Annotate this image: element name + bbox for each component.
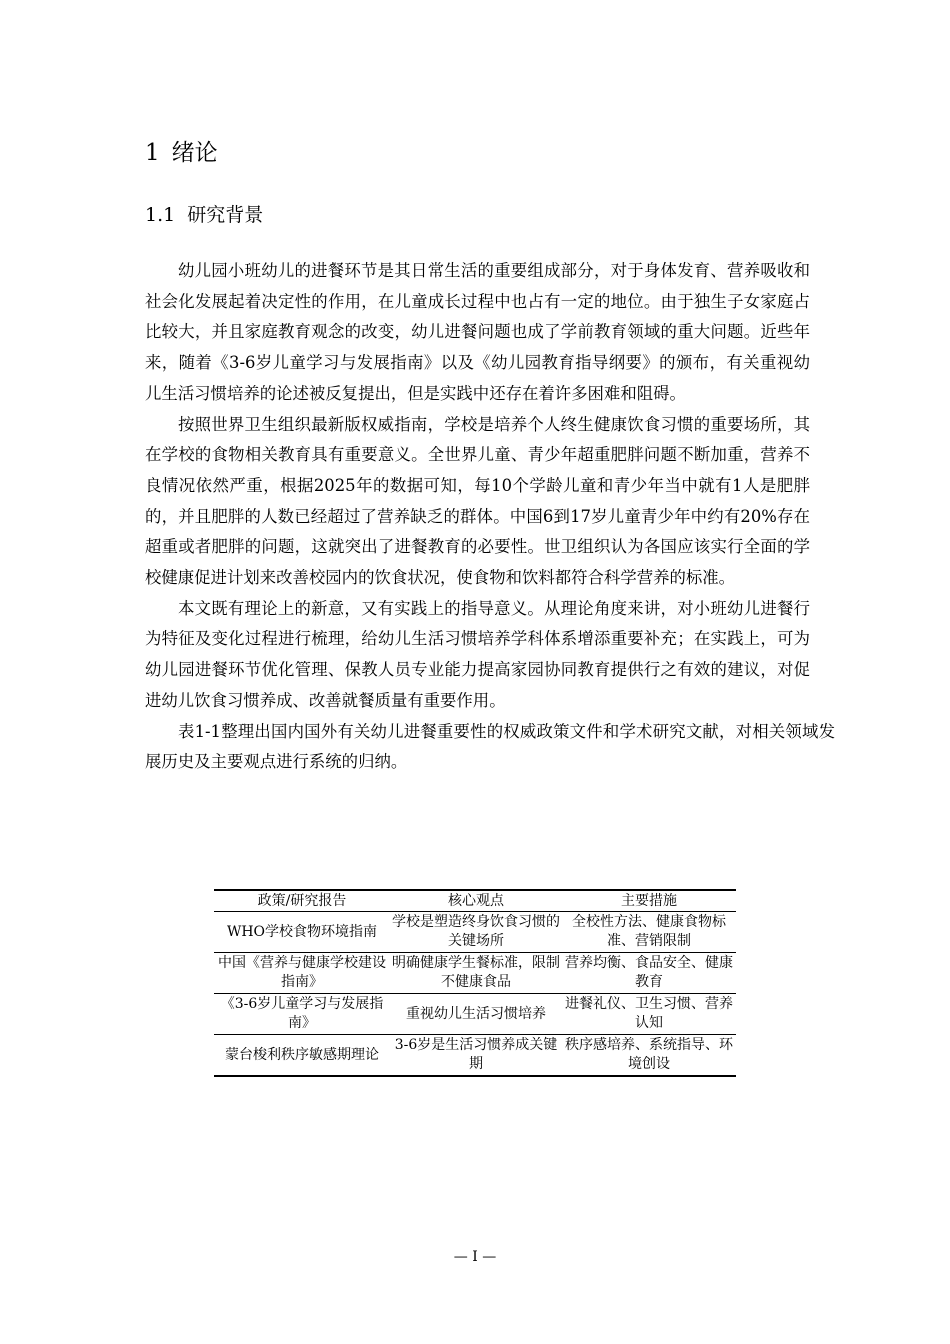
table-cell: 蒙台梭利秩序敏感期理论 <box>214 1035 390 1077</box>
table-cell: 中国《营养与健康学校建设指南》 <box>214 953 390 994</box>
table-row <box>214 1035 736 1077</box>
section-title-text: 研究背景 <box>187 204 264 226</box>
table-header-cell: 核心观点 <box>390 890 562 912</box>
section-number: 1.1 <box>145 204 176 226</box>
policy-table <box>214 889 736 1077</box>
table-cell: 明确健康学生餐标准，限制不健康食品 <box>390 953 562 994</box>
table-cell: 《3-6岁儿童学习与发展指南》 <box>214 994 390 1035</box>
paragraph: 表1-1整理出国内国外有关幼儿进餐重要性的权威政策文件和学术研究文献，对相关领域发展历史及主要观点进行系统的归纳。 <box>145 721 835 772</box>
table-cell: 学校是塑造终身饮食习惯的关键场所 <box>390 912 562 953</box>
table-cell: 营养均衡、食品安全、健康教育 <box>562 953 736 994</box>
paragraph: 幼儿园小班幼儿的进餐环节是其日常生活的重要组成部分，对于身体发育、营养吸收和社会化发展起着决定性的作用，在儿童成长过程中也占有一定的地位。由于独生子女家庭占比较大，并且家庭教育观念的改变，幼儿进餐问题也成了学前教育领域的重大问题。近些年来，随着《3-6岁儿童学习与发展指南》以及《幼儿园教育指导纲要》的颁布，有关重视幼儿生活习惯培养的论述被反复提出，但是实践中还存在着许多困难和阻碍。 <box>145 261 810 403</box>
table-header-row <box>214 890 736 912</box>
section-title <box>145 200 263 230</box>
table-row <box>214 953 736 994</box>
table-cell: WHO学校食物环境指南 <box>214 912 390 953</box>
table-row <box>214 994 736 1035</box>
table-header-cell: 政策/研究报告 <box>214 890 390 912</box>
page-number: — I — <box>453 1249 497 1265</box>
table-cell: 重视幼儿生活习惯培养 <box>390 994 562 1035</box>
chapter-number: 1 <box>145 140 160 166</box>
body-text <box>145 256 835 778</box>
table-row <box>214 912 736 953</box>
paragraph: 本文既有理论上的新意，又有实践上的指导意义。从理论角度来讲，对小班幼儿进餐行为特征及变化过程进行梳理，给幼儿生活习惯培养学科体系增添重要补充；在实践上，可为幼儿园进餐环节优化管理、保教人员专业能力提高家园协同教育提供行之有效的建议，对促进幼儿饮食习惯养成、改善就餐质量有重要作用。 <box>145 598 810 710</box>
table-cell: 进餐礼仪、卫生习惯、营养认知 <box>562 994 736 1035</box>
chapter-title <box>145 136 218 170</box>
table-header-cell: 主要措施 <box>562 890 736 912</box>
chapter-title-text: 绪论 <box>171 140 218 166</box>
table-cell: 秩序感培养、系统指导、环境创设 <box>562 1035 736 1077</box>
paragraph: 按照世界卫生组织最新版权威指南，学校是培养个人终生健康饮食习惯的重要场所，其在学校的食物相关教育具有重要意义。全世界儿童、青少年超重肥胖问题不断加重，营养不良情况依然严重，根据2025年的数据可知，每10个学龄儿童和青少年当中就有1人是肥胖的，并且肥胖的人数已经超过了营养缺乏的群体。中国6到17岁儿童青少年中约有20%存在超重或者肥胖的问题，这就突出了进餐教育的必要性。世卫组织认为各国应该实行全面的学校健康促进计划来改善校园内的饮食状况，使食物和饮料都符合科学营养的标准。 <box>145 414 810 588</box>
table-cell: 全校性方法、健康食物标准、营销限制 <box>562 912 736 953</box>
table-cell: 3-6岁是生活习惯养成关键期 <box>390 1035 562 1077</box>
